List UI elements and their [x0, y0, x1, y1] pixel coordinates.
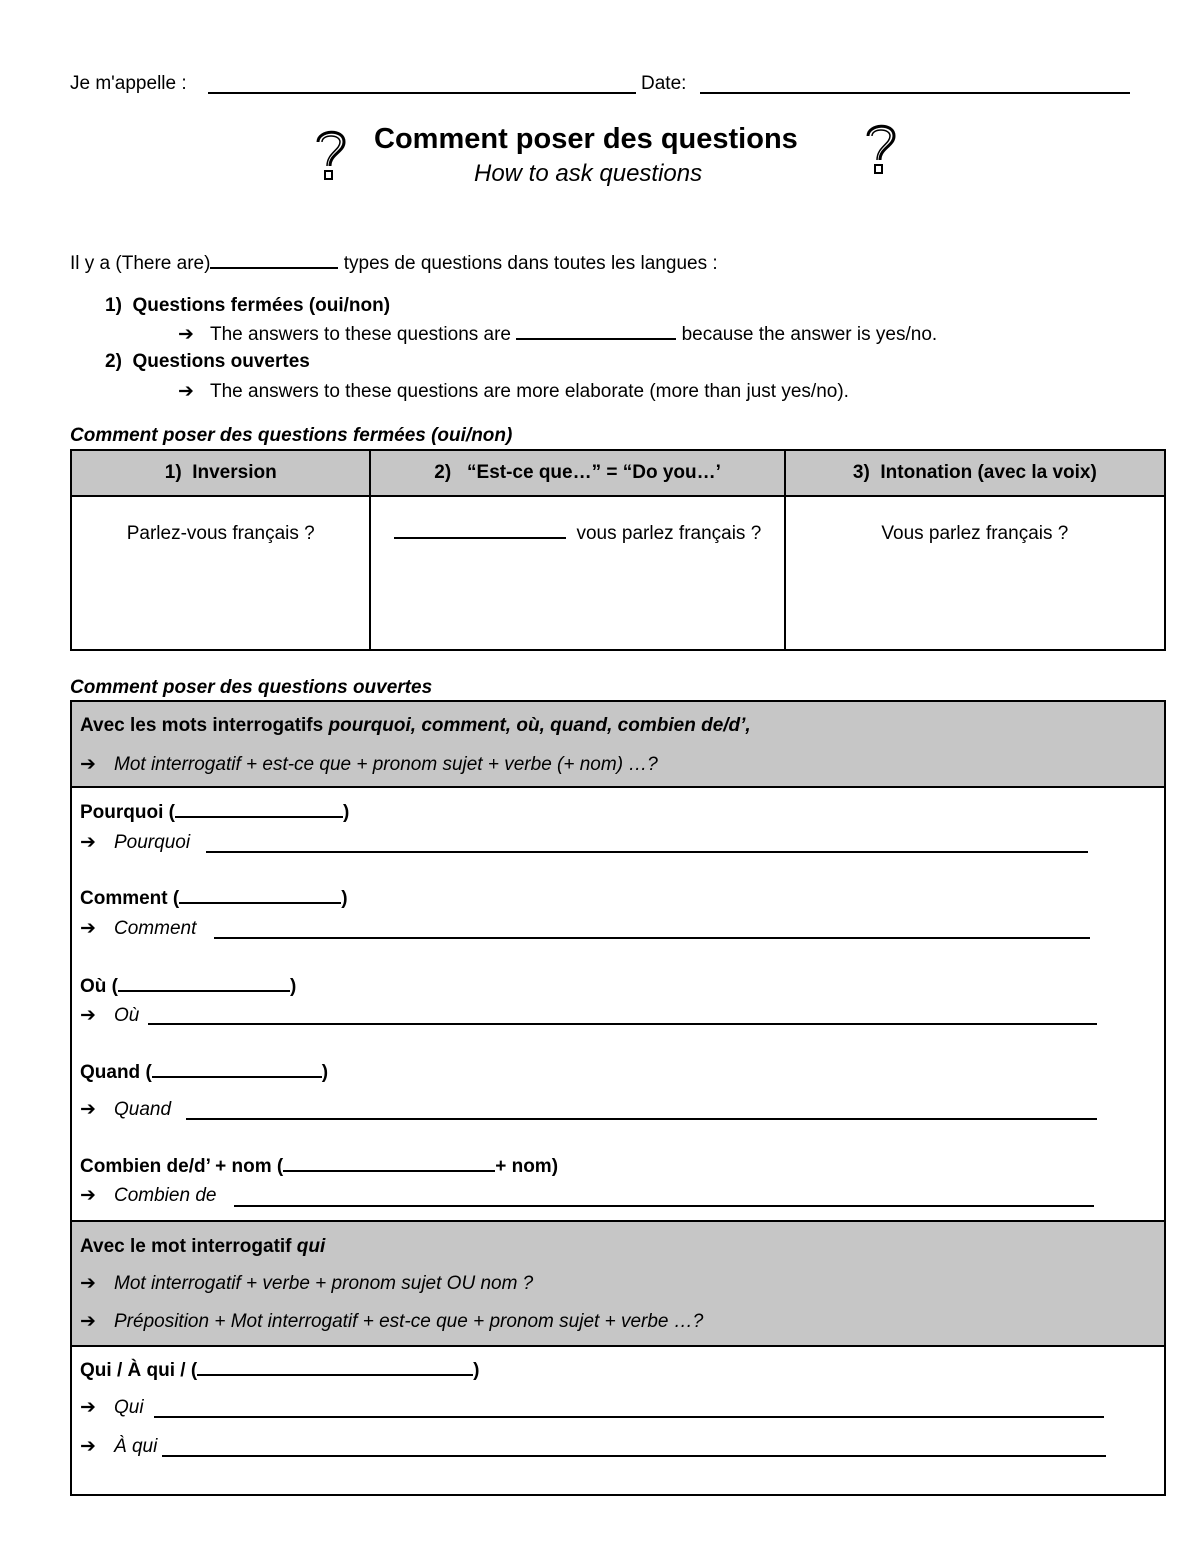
- question-mark-icon: [308, 126, 354, 184]
- closed-questions-table: [70, 449, 1166, 651]
- word-quand: Quand ( ): [80, 1062, 329, 1083]
- translation-field[interactable]: [179, 901, 341, 904]
- name-label: Je m'appelle :: [70, 73, 187, 94]
- answer-field[interactable]: [516, 337, 676, 340]
- list-item-detail: ➔ The answers to these questions are because the answer is yes/no.: [178, 324, 938, 345]
- prompt-quand: ➔ Quand: [80, 1099, 172, 1120]
- formula: ➔ Préposition + Mot interrogatif + est-ce que + pronom sujet + verbe …?: [80, 1311, 704, 1332]
- prompt-combien: ➔ Combien de: [80, 1185, 217, 1206]
- example-cell: Vous parlez français ?: [785, 496, 1165, 650]
- formula: ➔ Mot interrogatif + verbe + pronom sujet OU nom ?: [80, 1273, 534, 1294]
- prompt-a-qui: ➔ À qui: [80, 1436, 158, 1457]
- word-qui: Qui / À qui / ( ): [80, 1360, 480, 1381]
- formula: ➔ Mot interrogatif + est-ce que + pronom sujet + verbe (+ nom) …?: [80, 754, 658, 775]
- arrow-icon: ➔: [80, 1005, 96, 1026]
- page-title: Comment poser des questions: [374, 123, 798, 155]
- example-cell: Parlez-vous français ?: [71, 496, 370, 650]
- word-ou: Où ( ): [80, 976, 297, 997]
- date-field[interactable]: [700, 92, 1130, 94]
- translation-field[interactable]: [175, 815, 343, 818]
- word-comment: Comment ( ): [80, 888, 348, 909]
- translation-field[interactable]: [283, 1169, 495, 1172]
- word-combien: Combien de/d’ + nom ( + nom): [80, 1156, 559, 1177]
- example-cell: vous parlez français ?: [370, 496, 784, 650]
- answer-line[interactable]: [154, 1416, 1104, 1418]
- column-header: 3) Intonation (avec la voix): [785, 450, 1165, 496]
- prompt-comment: ➔ Comment: [80, 918, 197, 939]
- est-ce-que-field[interactable]: [394, 536, 566, 539]
- section-title: Avec les mots interrogatifs pourquoi, comment, où, quand, combien de/d’,: [80, 715, 751, 736]
- arrow-icon: ➔: [80, 754, 96, 775]
- word-pourquoi: Pourquoi ( ): [80, 802, 350, 823]
- answer-line[interactable]: [206, 851, 1088, 853]
- arrow-icon: ➔: [178, 324, 194, 345]
- closed-questions-heading: Comment poser des questions fermées (oui/non): [70, 425, 513, 446]
- name-field[interactable]: [208, 92, 636, 94]
- answer-line[interactable]: [214, 937, 1090, 939]
- arrow-icon: ➔: [80, 1099, 96, 1120]
- column-header: 1) Inversion: [71, 450, 370, 496]
- types-count-field[interactable]: [210, 266, 338, 269]
- date-label: Date:: [641, 73, 687, 94]
- arrow-icon: ➔: [80, 1436, 96, 1457]
- page-subtitle: How to ask questions: [474, 160, 703, 187]
- column-header: 2) “Est-ce que…” = “Do you…’: [370, 450, 784, 496]
- prompt-pourquoi: ➔ Pourquoi: [80, 832, 191, 853]
- arrow-icon: ➔: [178, 381, 194, 402]
- list-item-detail: ➔ The answers to these questions are more elaborate (more than just yes/no).: [178, 381, 849, 402]
- arrow-icon: ➔: [80, 1397, 96, 1418]
- answer-line[interactable]: [186, 1118, 1097, 1120]
- arrow-icon: ➔: [80, 1185, 96, 1206]
- translation-field[interactable]: [197, 1373, 473, 1376]
- arrow-icon: ➔: [80, 918, 96, 939]
- prompt-qui: ➔ Qui: [80, 1397, 144, 1418]
- arrow-icon: ➔: [80, 1311, 96, 1332]
- section-title: Avec le mot interrogatif qui: [80, 1236, 326, 1257]
- translation-field[interactable]: [118, 989, 290, 992]
- prompt-ou: ➔ Où: [80, 1005, 140, 1026]
- open-questions-heading: Comment poser des questions ouvertes: [70, 677, 433, 698]
- intro-line: Il y a (There are) types de questions dans toutes les langues :: [70, 253, 718, 274]
- arrow-icon: ➔: [80, 1273, 96, 1294]
- list-item: 2) Questions ouvertes: [105, 351, 310, 372]
- list-item: 1) Questions fermées (oui/non): [105, 295, 391, 316]
- answer-line[interactable]: [148, 1023, 1097, 1025]
- answer-line[interactable]: [162, 1455, 1106, 1457]
- translation-field[interactable]: [152, 1075, 322, 1078]
- arrow-icon: ➔: [80, 832, 96, 853]
- answer-line[interactable]: [234, 1205, 1094, 1207]
- question-mark-icon: [858, 120, 904, 178]
